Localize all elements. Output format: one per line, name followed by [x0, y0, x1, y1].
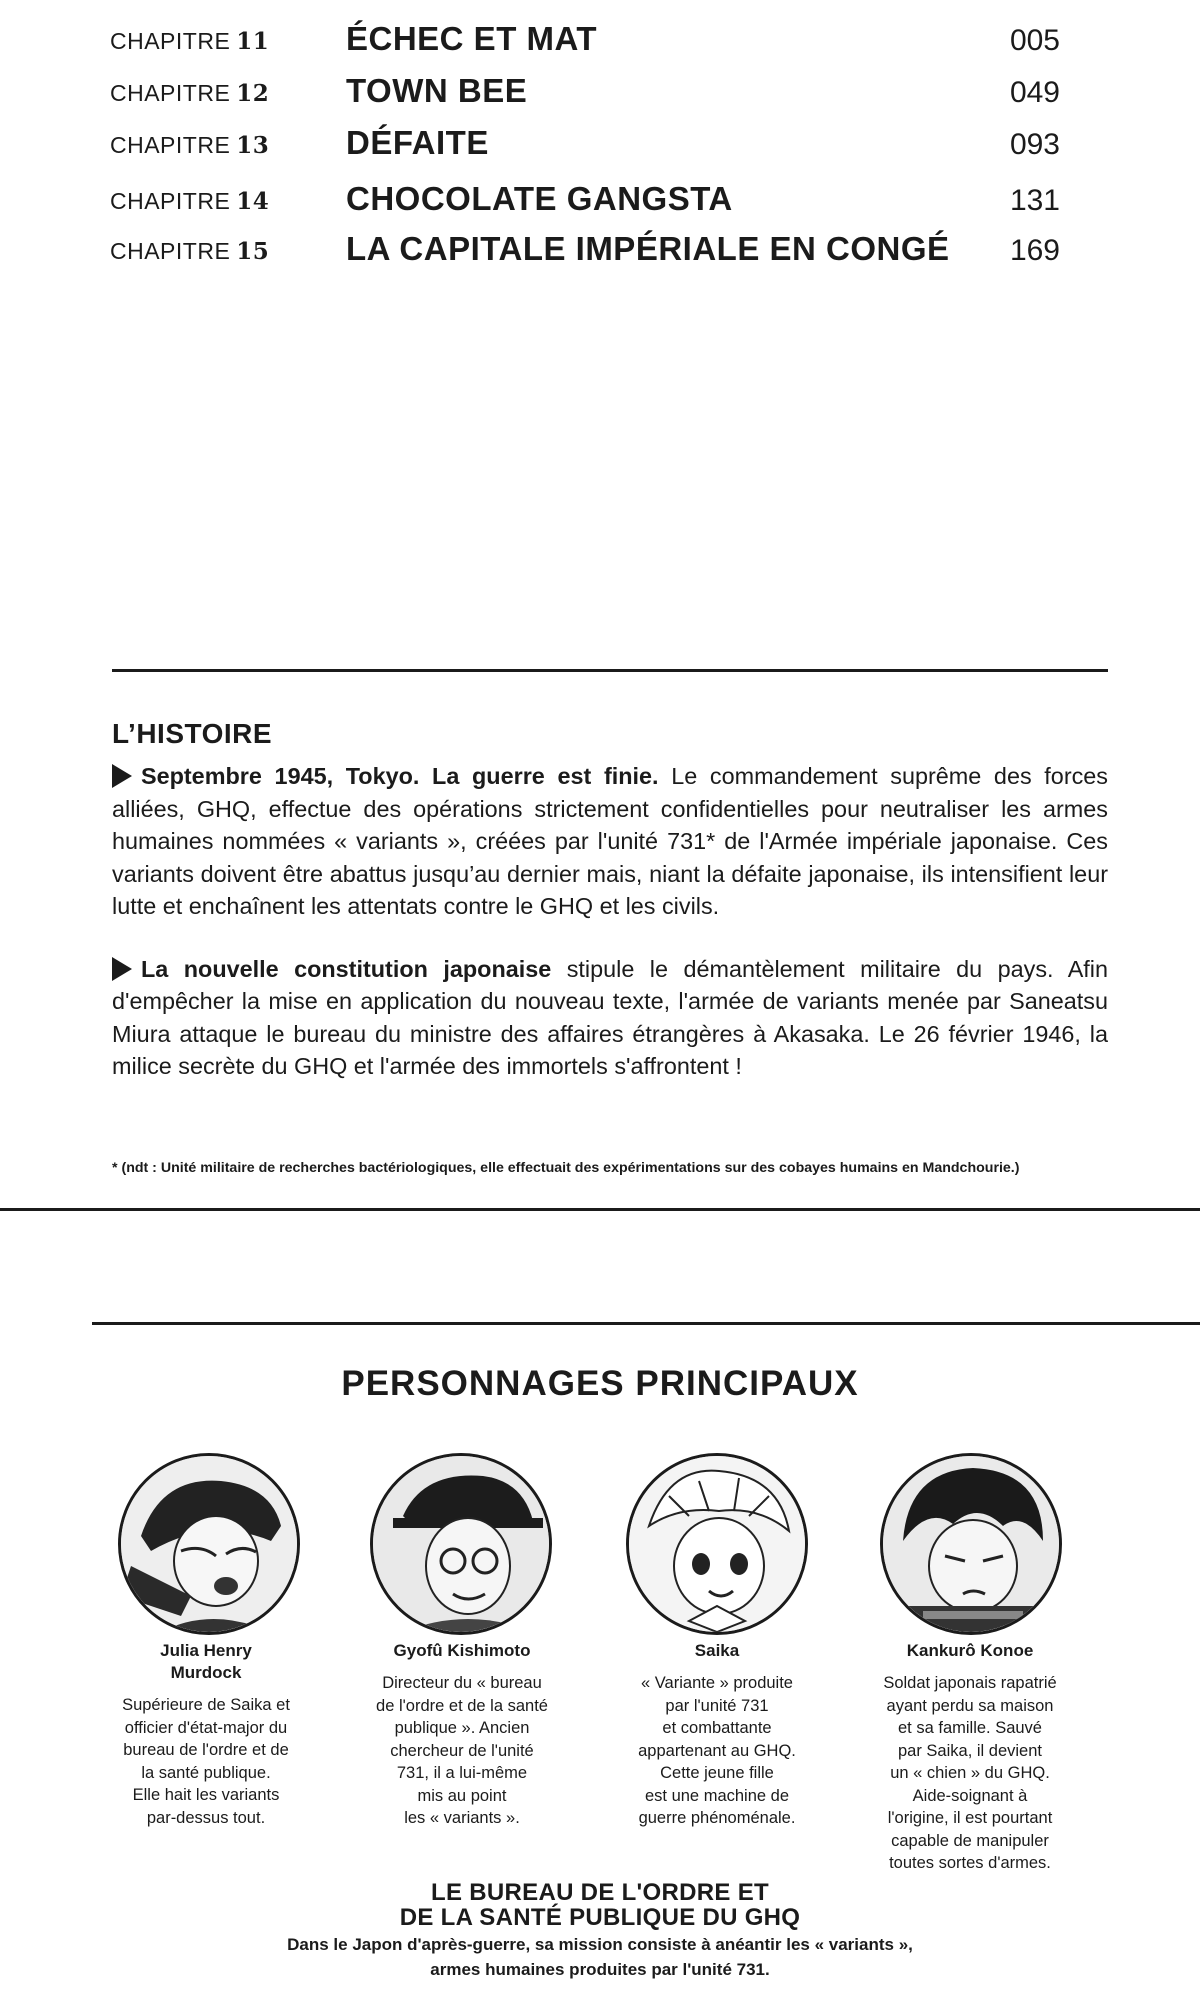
divider	[112, 669, 1108, 672]
divider	[0, 1208, 1200, 1211]
portrait-saika-illustration	[629, 1456, 805, 1632]
character-description: Soldat japonais rapatrié ayant perdu sa maison et sa famille. Sauvé par Saika, il devient un « chien » du GHQ. Aide-soignant à l'origine, il est pourtant capable de manipuler toutes sortes d'armes.	[883, 1674, 1057, 1872]
story-paragraph	[112, 953, 1108, 1083]
triangle-bullet-icon	[112, 764, 132, 788]
chapter-label: CHAPITRE 15	[110, 238, 270, 265]
chapter-title: DÉFAITE	[346, 124, 489, 161]
bureau-section	[0, 1880, 1200, 1982]
story-lead: La nouvelle constitution japonaise	[141, 955, 552, 982]
toc-row[interactable]	[110, 122, 1060, 174]
chapter-page: 093	[1009, 128, 1060, 161]
character-card	[612, 1640, 822, 1830]
triangle-bullet-icon	[112, 957, 132, 981]
toc-row[interactable]	[110, 18, 1060, 70]
divider	[92, 1322, 1200, 1325]
character-description: Supérieure de Saika et officier d'état-major du bureau de l'ordre et de la santé publique. Elle hait les variants par-dessus tout.	[122, 1696, 290, 1827]
chapter-title: LA CAPITALE IMPÉRIALE EN CONGÉ	[346, 230, 950, 267]
portrait-julia	[118, 1453, 300, 1635]
chapter-label: CHAPITRE 13	[110, 132, 270, 159]
story-text: Le commandement suprême des forces alliées, GHQ, effectue des opérations strictement confidentielles pour neutraliser les armes humaines nommées « variants », créées par l'unité 731* de l'Armée impériale japonaise. Ces variants doivent être abattus jusqu’au dernier mais, niant la défaite japonaise, ils intensifient leur lutte et enchaînent les attentats contre le GHQ et les civils.	[112, 763, 1109, 919]
character-name: Julia Henry Murdock	[160, 1641, 252, 1682]
chapter-page: 169	[1009, 234, 1060, 267]
chapter-title: CHOCOLATE GANGSTA	[346, 180, 733, 217]
toc-row[interactable]	[110, 228, 1060, 280]
portrait-gyofu-illustration	[373, 1456, 549, 1632]
character-name: Saika	[694, 1641, 740, 1660]
character-description: « Variante » produite par l'unité 731 et combattante appartenant au GHQ. Cette jeune fille est une machine de guerre phénoménale.	[638, 1674, 796, 1827]
table-of-contents	[110, 18, 1060, 280]
chapter-page: 131	[1009, 184, 1060, 217]
chapter-page: 005	[1009, 24, 1060, 57]
character-name: Gyofû Kishimoto	[393, 1641, 531, 1660]
character-card	[101, 1640, 311, 1829]
chapter-title: TOWN BEE	[346, 72, 528, 109]
chapter-label: CHAPITRE 12	[110, 80, 270, 107]
chapter-label: CHAPITRE 11	[110, 28, 270, 55]
chapter-title: ÉCHEC ET MAT	[346, 20, 598, 57]
story-lead: Septembre 1945, Tokyo. La guerre est finie.	[141, 763, 659, 789]
story-text: stipule le démantèlement militaire du pays. Afin d'empêcher la mise en application du nouveau texte, l'armée de variants menée par Saneatsu Miura attaque le bureau du ministre des affaires étrangères à Akasaka. Le 26 février 1946, la milice secrète du GHQ et l'armée des immortels s'affrontent !	[112, 955, 1108, 1079]
portrait-kankuro	[880, 1453, 1062, 1635]
characters-heading: PERSONNAGES PRINCIPAUX	[341, 1364, 859, 1403]
character-name: Kankurô Konoe	[906, 1641, 1034, 1660]
story-paragraph	[112, 760, 1108, 923]
portrait-kankuro-illustration	[883, 1456, 1059, 1632]
portrait-gyofu	[370, 1453, 552, 1635]
story-heading: L’HISTOIRE	[112, 718, 273, 749]
footnote: * (ndt : Unité militaire de recherches bactériologiques, elle effectuait des expérimentations sur des cobayes humains en Mandchourie.)	[112, 1160, 1020, 1176]
chapter-page: 049	[1009, 76, 1060, 109]
portrait-saika	[626, 1453, 808, 1635]
character-description: Directeur du « bureau de l'ordre et de la santé publique ». Ancien chercheur de l'unité 731, il a lui-même mis au point les « variants ».	[376, 1674, 548, 1827]
bureau-title: LE BUREAU DE L'ORDRE ET DE LA SANTÉ PUBLIQUE DU GHQ	[399, 1879, 801, 1931]
portrait-julia-illustration	[121, 1456, 297, 1632]
character-card	[357, 1640, 567, 1830]
toc-row[interactable]	[110, 174, 1060, 228]
toc-row[interactable]	[110, 70, 1060, 122]
story-section	[112, 718, 1108, 1083]
chapter-label: CHAPITRE 14	[110, 188, 270, 215]
character-card	[865, 1640, 1075, 1875]
bureau-description: Dans le Japon d'après-guerre, sa mission consiste à anéantir les « variants », armes humaines produites par l'unité 731.	[287, 1935, 913, 1979]
